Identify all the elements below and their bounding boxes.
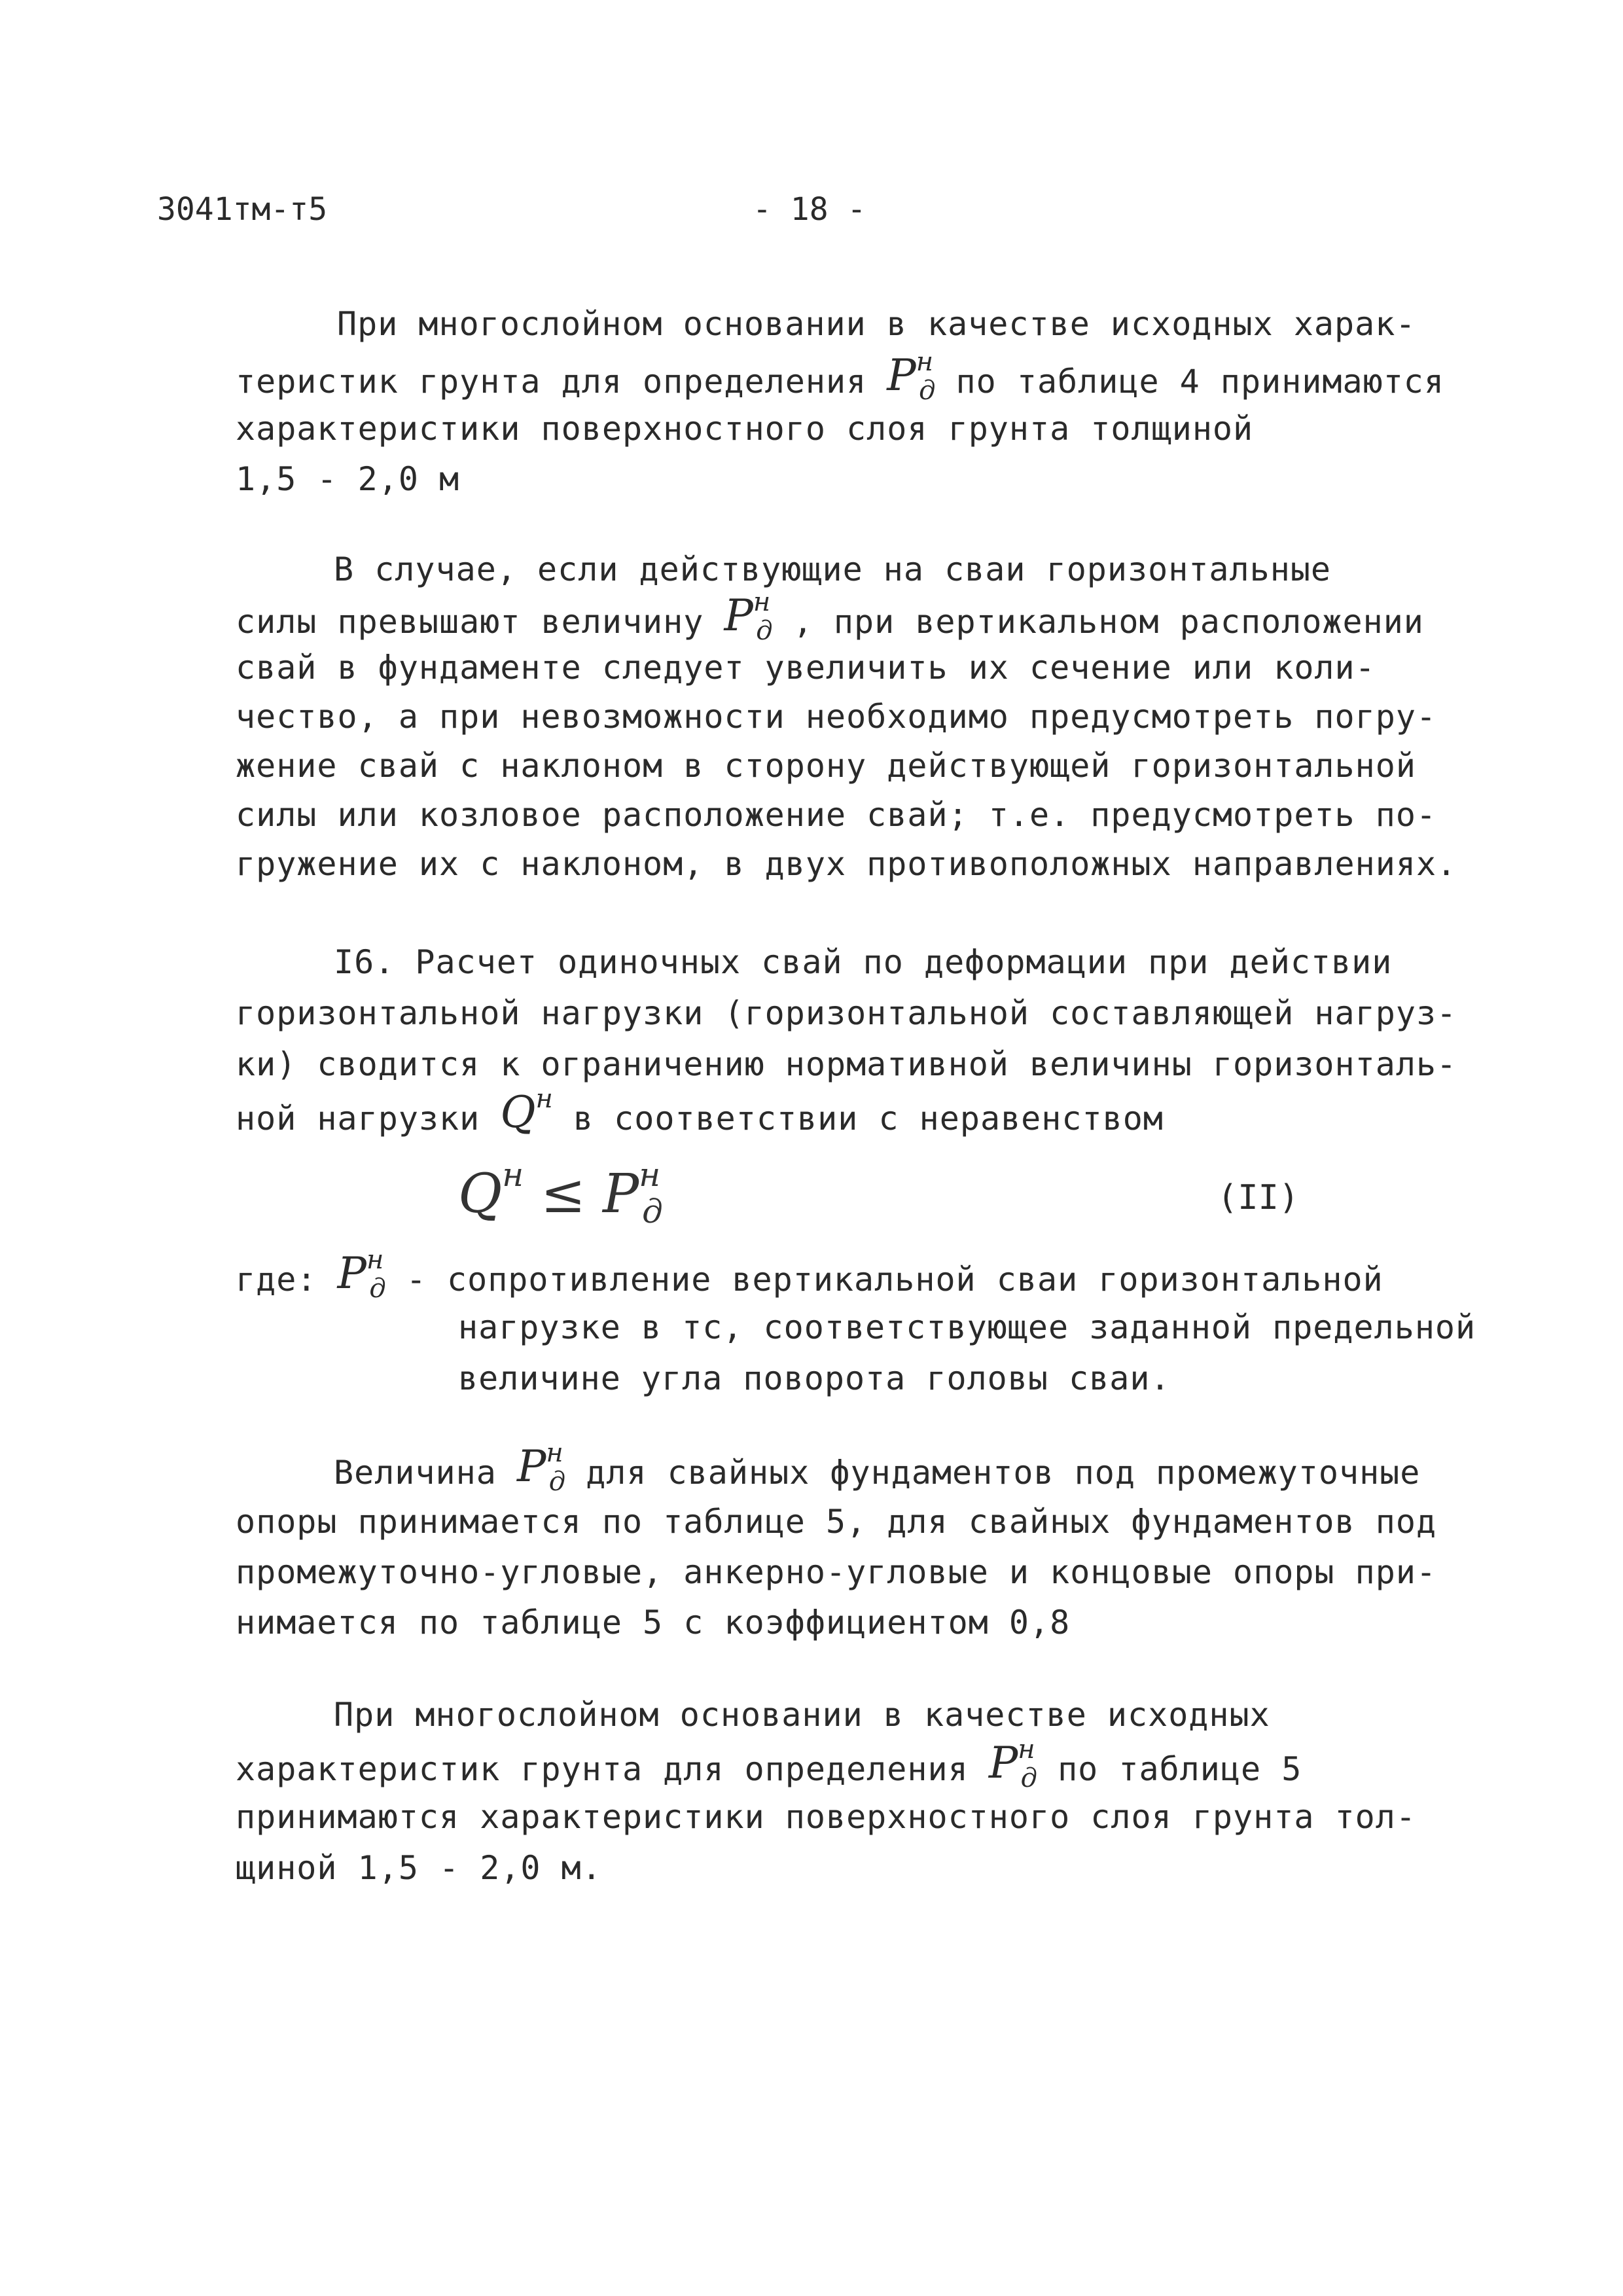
para4-line-2: опоры принимается по таблице 5, для свайных фундаментов под (236, 1503, 1437, 1541)
para2-line-4: чество, а при невозможности необходимо предусмотреть погру- (236, 698, 1437, 736)
para3-line-4-text-b: в соответствии с неравенством (573, 1100, 1164, 1138)
para4-line-3: промежуточно-угловые, анкерно-угловые и концовые опоры при- (236, 1553, 1437, 1591)
para1-line-2-text-b: по таблице 4 принимаются (955, 363, 1445, 401)
rd-symbol: $P^н_д$ (988, 1734, 1037, 1793)
para3-line-3: ки) сводится к ограничению нормативной величины горизонталь- (236, 1045, 1457, 1083)
para2-line-2 (236, 587, 1424, 646)
para2-line-5: жение свай с наклоном в сторону действующей горизонтальной (236, 747, 1416, 785)
para4-line-4: нимается по таблице 5 с коэффициентом 0,8 (236, 1604, 1071, 1641)
para3-line-4-text-a: ной нагрузки (236, 1100, 480, 1138)
para5-line-2 (236, 1734, 1302, 1793)
page-number: - 18 - (753, 191, 866, 228)
where-line-3: величине угла поворота головы сваи. (458, 1359, 1171, 1397)
para5-line-2-text-a: характеристик грунта для определения (236, 1750, 969, 1788)
para2-line-2-text-b: , при вертикальном расположении (793, 603, 1424, 641)
para1-line-1: При многослойном основании в качестве исходных харак- (337, 305, 1416, 343)
document-code: 3041тм-т5 (157, 191, 328, 228)
where-prefix: где: (236, 1261, 317, 1299)
para2-line-3: свай в фундаменте следует увеличить их сечение или коли- (236, 649, 1376, 687)
para3-line-2: горизонтальной нагрузки (горизонтальной составляющей нагруз- (236, 994, 1457, 1032)
formula-lhs: $Q^н$ (458, 1156, 524, 1225)
para2-line-2-text-a: силы превышают величину (236, 603, 704, 641)
inequality-formula (458, 1156, 663, 1230)
para1-line-3: характеристики поверхностного слоя грунта толщиной (236, 410, 1254, 448)
rd-symbol: $P^н_д$ (887, 347, 936, 406)
para4-line-1-text-a: Величина (334, 1454, 497, 1492)
para4-line-1 (334, 1438, 1421, 1497)
para1-line-4: 1,5 - 2,0 м (236, 460, 460, 498)
para5-line-4: щиной 1,5 - 2,0 м. (236, 1849, 602, 1887)
para4-line-1-text-b: для свайных фундаментов под промежуточные (586, 1454, 1421, 1492)
formula-operator: ≤ (541, 1163, 586, 1225)
para2-line-1: В случае, если действующие на сваи горизонтальные (334, 550, 1332, 588)
qn-symbol: $Q^н$ (500, 1084, 553, 1138)
para2-line-7: гружение их с наклоном, в двух противоположных направлениях. (236, 845, 1457, 883)
equation-number: (II) (1217, 1178, 1300, 1217)
para3-line-4 (236, 1084, 1164, 1138)
rd-symbol: $P^н_д$ (337, 1245, 386, 1304)
para1-line-2 (236, 347, 1445, 406)
where-line-1-text: - сопротивление вертикальной сваи горизонтальной (406, 1261, 1383, 1299)
para2-line-6: силы или козловое расположение свай; т.е. предусмотреть по- (236, 796, 1437, 834)
where-line-2: нагрузке в тс, соответствующее заданной предельной (458, 1308, 1476, 1346)
para1-line-2-text-a: теристик грунта для определения (236, 363, 867, 401)
rd-symbol: $P^н_д$ (516, 1438, 566, 1497)
para5-line-3: принимаются характеристики поверхностного слоя грунта тол- (236, 1798, 1416, 1836)
para5-line-2-text-b: по таблице 5 (1058, 1750, 1302, 1788)
where-line-1 (236, 1245, 1383, 1304)
para3-line-1: I6. Расчет одиночных свай по деформации при действии (334, 943, 1393, 981)
para5-line-1: При многослойном основании в качестве исходных (334, 1696, 1270, 1734)
formula-rhs: $P^н_д$ (603, 1156, 663, 1230)
rd-symbol: $P^н_д$ (724, 587, 773, 646)
